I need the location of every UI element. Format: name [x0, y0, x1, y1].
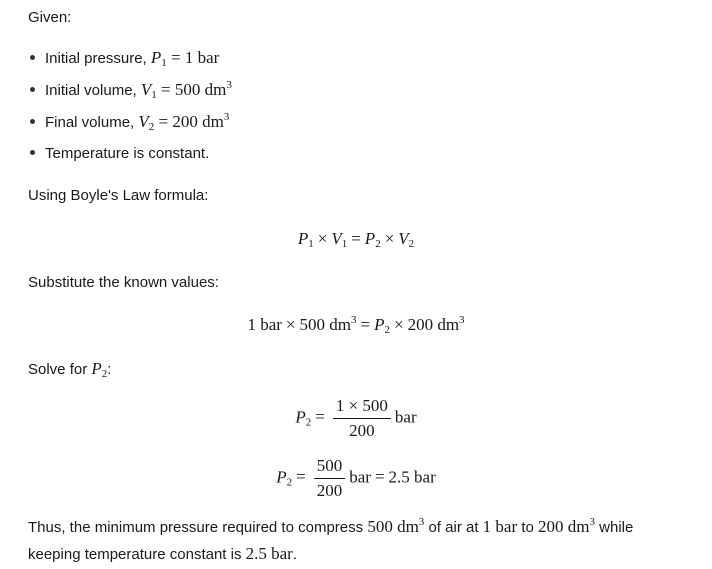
list-item-initial-volume: Initial volume, $V_1 = 500$ $dm^3$ [28, 80, 232, 101]
bullet-icon [30, 87, 35, 92]
solve-step-1: $P_2$ = $\frac{1 \times 500}{200}$ bar [295, 396, 417, 440]
fraction: $\frac{500}{200}$ [314, 456, 346, 501]
boyle-intro: Using Boyle's Law formula: [28, 187, 209, 204]
bullet-icon [30, 55, 35, 60]
substitution-equation: 1 bar × 500 $dm^3 = P_2 \times 200$ $dm^3$ [247, 314, 465, 336]
list-item-initial-pressure: Initial pressure, $P_1 = 1$ bar [28, 48, 219, 69]
boyle-law-equation: $P_1 \times V_1 = P_2 \times V_2$ [297, 229, 415, 250]
solve-intro: Solve for $P_2$: [28, 359, 112, 380]
fraction: $\frac{1 \times 500}{200}$ [333, 396, 391, 441]
bullet-icon [30, 150, 35, 155]
bullet-icon [30, 119, 35, 124]
conclusion-line-2: keeping temperature constant is 2.5 bar. [28, 544, 298, 563]
solve-step-2: $P_2$ = $\frac{500}{200}$ bar = 2.5 bar [276, 456, 436, 500]
list-item-final-volume: Final volume, $V_2 = 200$ $dm^3$ [28, 112, 229, 133]
conclusion-line-1: Thus, the minimum pressure required to compress 500 $dm^3$ of air at 1 bar to 200 $dm^3$ while [28, 516, 634, 536]
given-label: Given: [28, 9, 72, 26]
list-item-temperature: Temperature is constant. [28, 144, 209, 164]
substitute-intro: Substitute the known values: [28, 274, 219, 291]
